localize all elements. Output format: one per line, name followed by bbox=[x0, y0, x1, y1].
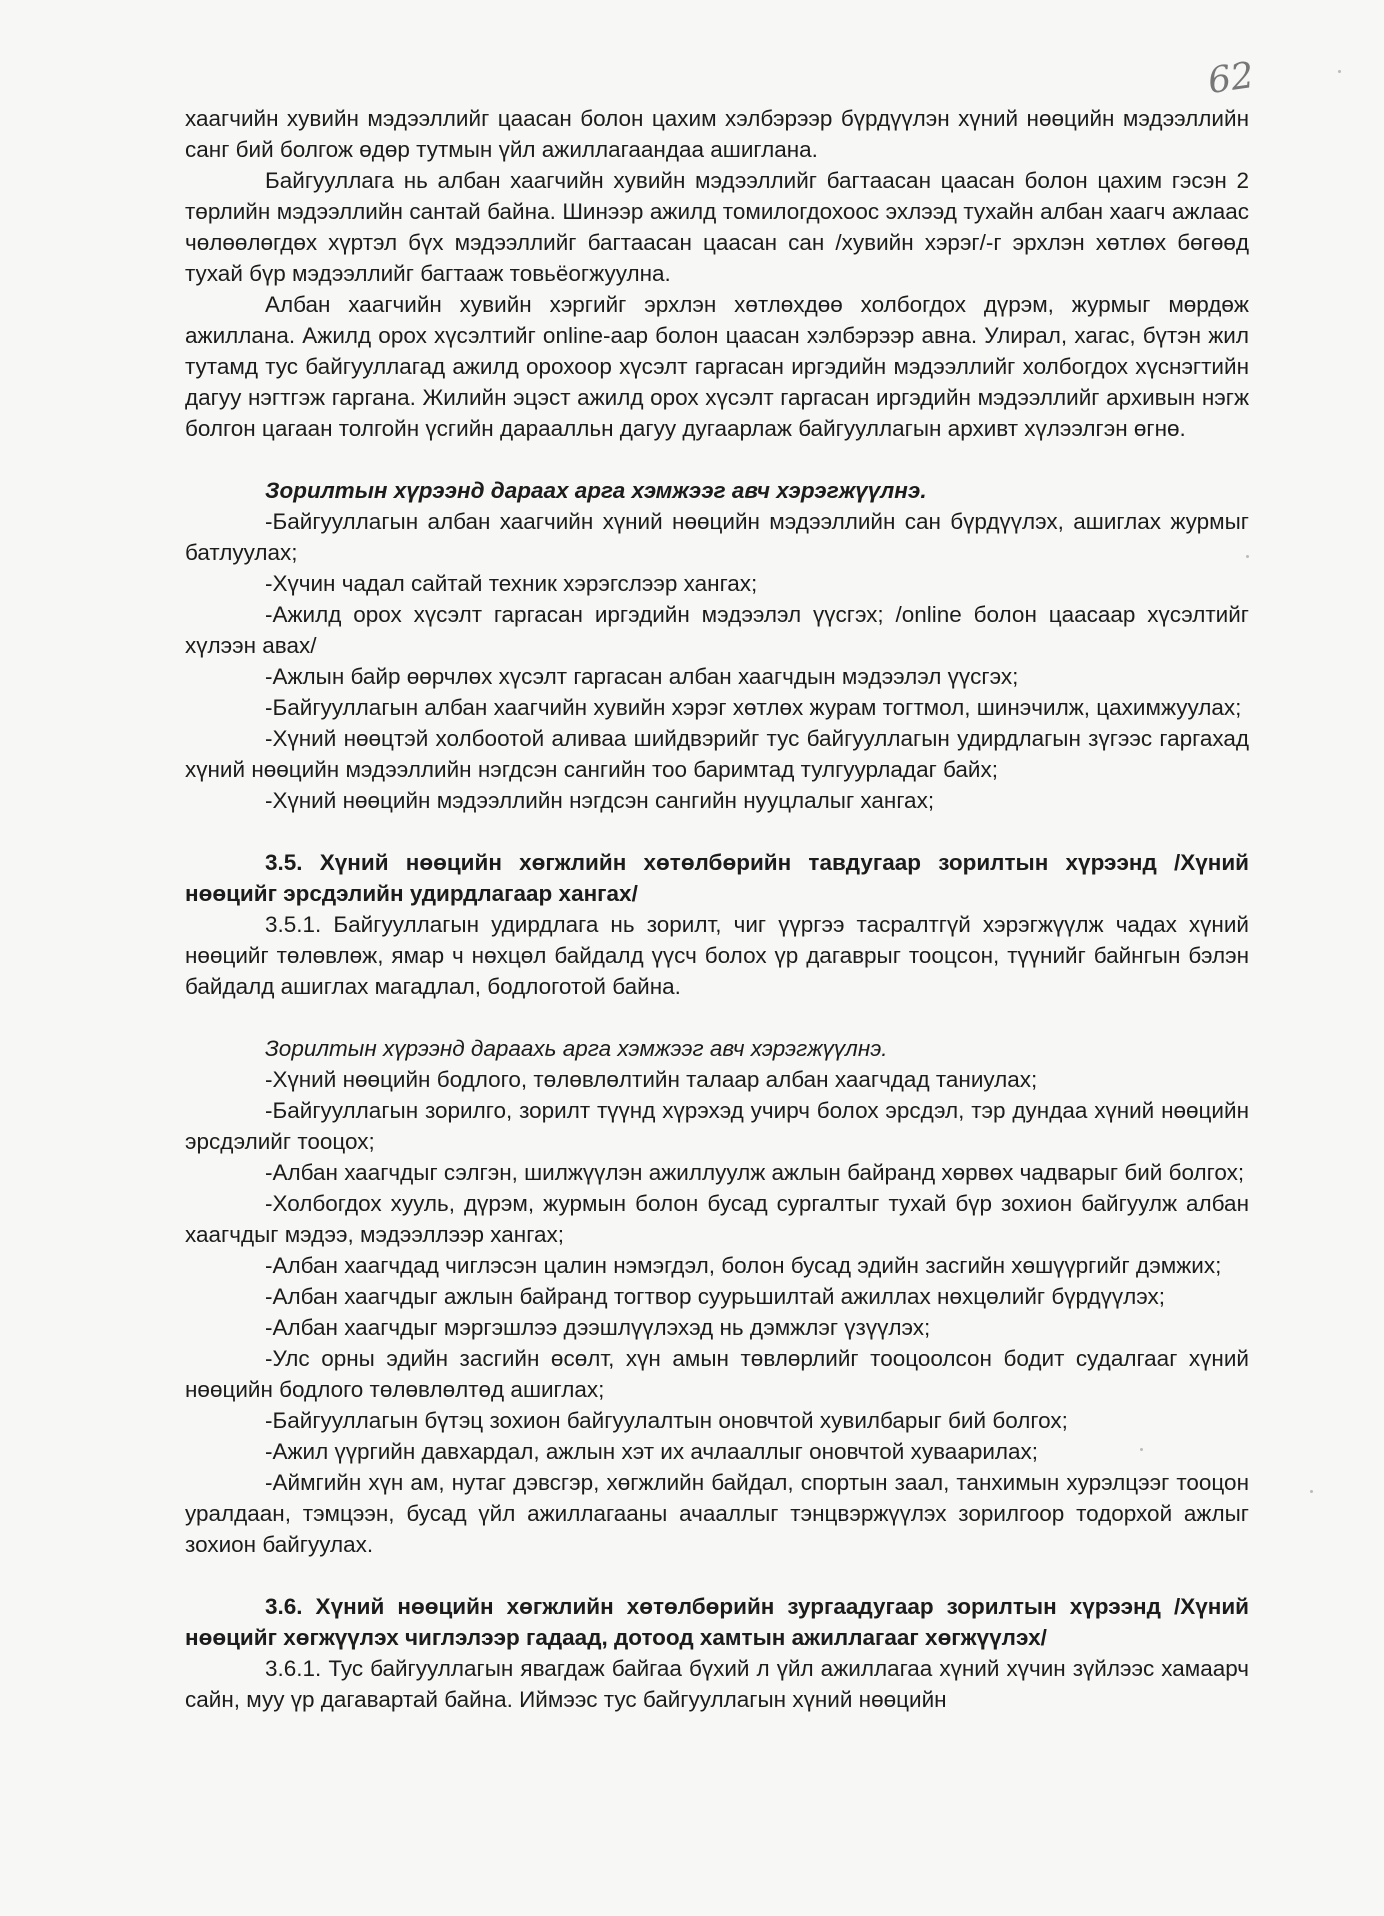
list-item: -Ажлын байр өөрчлөх хүсэлт гаргасан албан хаагчдын мэдээлэл үүсгэх; bbox=[265, 664, 1019, 689]
paragraph: 3.6.1. Тус байгууллагын явагдаж байгаа бүхий л үйл ажиллагаа хүний хүчин зүйлээс хамаарч сайн, муу үр дагавартай байна. Иймээс тус байгууллагын хүний нөөцийн bbox=[185, 1656, 1249, 1712]
paragraph: Албан хаагчийн хувийн хэргийг эрхлэн хөтлөхдөө холбогдох дүрэм, журмыг мөрдөж ажиллана. Ажилд орох хүсэлтийг online-аар болон цаасан хэлбэрээр авна. Улирал, хагас, бүтэн жил тутамд тус байгууллагад ажилд орохоор хүсэлт гаргасан иргэдийн мэдээллийг холбогдох хүснэгтийн дагуу нэгтгэж гаргана. Жилийн эцэст ажилд орох хүсэлт гаргасан иргэдийн мэдээллийг архивын нэгж болгон цагаан толгойн үсгийн дараалльн дагуу дугаарлаж байгууллагын архивт хүлээлгэн өгнө. bbox=[185, 292, 1249, 441]
handwritten-page-number: 62 bbox=[1205, 55, 1257, 102]
list-item: -Холбогдох хууль, дүрэм, журмын болон бусад сургалтыг тухай бүр зохион байгуулж албан хаагчдыг мэдээ, мэдээллээр хангах; bbox=[185, 1191, 1249, 1247]
list-item: -Байгууллагын бүтэц зохион байгуулалтын оновчтой хувилбарыг бий болгох; bbox=[265, 1408, 1068, 1433]
list-item: -Албан хаагчдад чиглэсэн цалин нэмэгдэл, болон бусад эдийн засгийн хөшүүргийг дэмжих; bbox=[265, 1253, 1222, 1278]
list-item: -Хүний нөөцийн бодлого, төлөвлөлтийн талаар албан хаагчдад таниулах; bbox=[265, 1067, 1038, 1092]
spacer bbox=[185, 1002, 1249, 1033]
list-item: -Ажил үүргийн давхардал, ажлын хэт их ачлааллыг оновчтой хуваарилах; bbox=[265, 1439, 1039, 1464]
spacer bbox=[185, 816, 1249, 847]
list-item: -Аймгийн хүн ам, нутаг дэвсгэр, хөгжлийн байдал, спортын заал, танхимын хурэлцээг тооцон уралдаан, тэмцээн, бусад үйл ажиллагааны ачааллыг тэнцвэржүүлэх зорилгоор тодорхой ажлыг зохион байгуулах. bbox=[185, 1470, 1249, 1557]
list-item: -Хүчин чадал сайтай техник хэрэгслээр хангах; bbox=[265, 571, 758, 596]
paragraph: Байгууллага нь албан хаагчийн хувийн мэдээллийг багтаасан цаасан болон цахим гэсэн 2 төрлийн мэдээллийн сантай байна. Шинээр ажилд томилогдохоос эхлээд тухайн албан хаагч ажлаас чөлөөлөгдөх хүртэл бүх мэдээллийг багтаасан цаасан сан /хувийн хэрэг/-г эрхлэн хөтлөх бөгөөд тухай бүр мэдээллийг багтааж товьёогжуулна. bbox=[185, 168, 1249, 286]
measures-heading: Зорилтын хүрээнд дараах арга хэмжээг авч хэрэгжүүлнэ. bbox=[265, 478, 927, 503]
spacer bbox=[185, 1560, 1249, 1591]
paragraph: хаагчийн хувийн мэдээллийг цаасан болон цахим хэлбэрээр бүрдүүлэн хүний нөөцийн мэдээллийн санг бий болгож өдөр тутмын үйл ажиллагаандаа ашиглана. bbox=[185, 106, 1249, 162]
scan-speck bbox=[1338, 70, 1341, 73]
list-item: -Байгууллагын албан хаагчийн хүний нөөцийн мэдээллийн сан бүрдүүлэх, ашиглах журмыг батлуулах; bbox=[185, 509, 1249, 565]
list-item: -Улс орны эдийн засгийн өсөлт, хүн амын төвлөрлийг тооцоолсон бодит судалгааг хүний нөөцийн бодлого төлөвлөлтөд ашиглах; bbox=[185, 1346, 1249, 1402]
list-item: -Байгууллагын албан хаагчийн хувийн хэрэг хөтлөх журам тогтмол, шинэчилж, цахимжуулах; bbox=[265, 695, 1242, 720]
scan-speck bbox=[1310, 1490, 1313, 1493]
list-item: -Албан хаагчдыг мэргэшлээ дээшлүүлэхэд нь дэмжлэг үзүүлэх; bbox=[265, 1315, 931, 1340]
section-heading: 3.6. Хүний нөөцийн хөгжлийн хөтөлбөрийн зургаадугаар зорилтын хүрээнд /Хүний нөөцийг хөгжүүлэх чиглэлээр гадаад, дотоод хамтын ажиллагааг хөгжүүлэх/ bbox=[185, 1594, 1249, 1650]
document-body bbox=[185, 103, 1249, 1715]
measures-heading: Зорилтын хүрээнд дараахь арга хэмжээг авч хэрэгжүүлнэ. bbox=[265, 1036, 888, 1061]
list-item: -Хүний нөөцийн мэдээллийн нэгдсэн сангийн нууцлалыг хангах; bbox=[265, 788, 935, 813]
list-item: -Ажилд орох хүсэлт гаргасан иргэдийн мэдээлэл үүсгэх; /online болон цаасаар хүсэлтийг хүлээн авах/ bbox=[185, 602, 1249, 658]
list-item: -Хүний нөөцтэй холбоотой аливаа шийдвэрийг тус байгууллагын удирдлагын зүгээс гаргахад хүний нөөцийн мэдээллийн нэгдсэн сангийн тоо баримтад тулгуурладаг байх; bbox=[185, 726, 1249, 782]
section-heading: 3.5. Хүний нөөцийн хөгжлийн хөтөлбөрийн тавдугаар зорилтын хүрээнд /Хүний нөөцийг эрсдэлийн удирдлагаар хангах/ bbox=[185, 850, 1249, 906]
spacer bbox=[185, 444, 1249, 475]
paragraph: 3.5.1. Байгууллагын удирдлага нь зорилт, чиг үүргээ тасралтгүй хэрэгжүүлж чадах хүний нөөцийг төлөвлөж, ямар ч нөхцөл байдалд үүсч болох үр дагаврыг тооцсон, түүнийг байнгын бэлэн байдалд ашиглах магадлал, бодлоготой байна. bbox=[185, 912, 1249, 999]
list-item: -Албан хаагчдыг ажлын байранд тогтвор суурьшилтай ажиллах нөхцөлийг бүрдүүлэх; bbox=[265, 1284, 1165, 1309]
list-item: -Албан хаагчдыг сэлгэн, шилжүүлэн ажиллуулж ажлын байранд хөрвөх чадварыг бий болгох; bbox=[265, 1160, 1245, 1185]
list-item: -Байгууллагын зорилго, зорилт түүнд хүрэхэд учирч болох эрсдэл, тэр дундаа хүний нөөцийн эрсдэлийг тооцох; bbox=[185, 1098, 1249, 1154]
